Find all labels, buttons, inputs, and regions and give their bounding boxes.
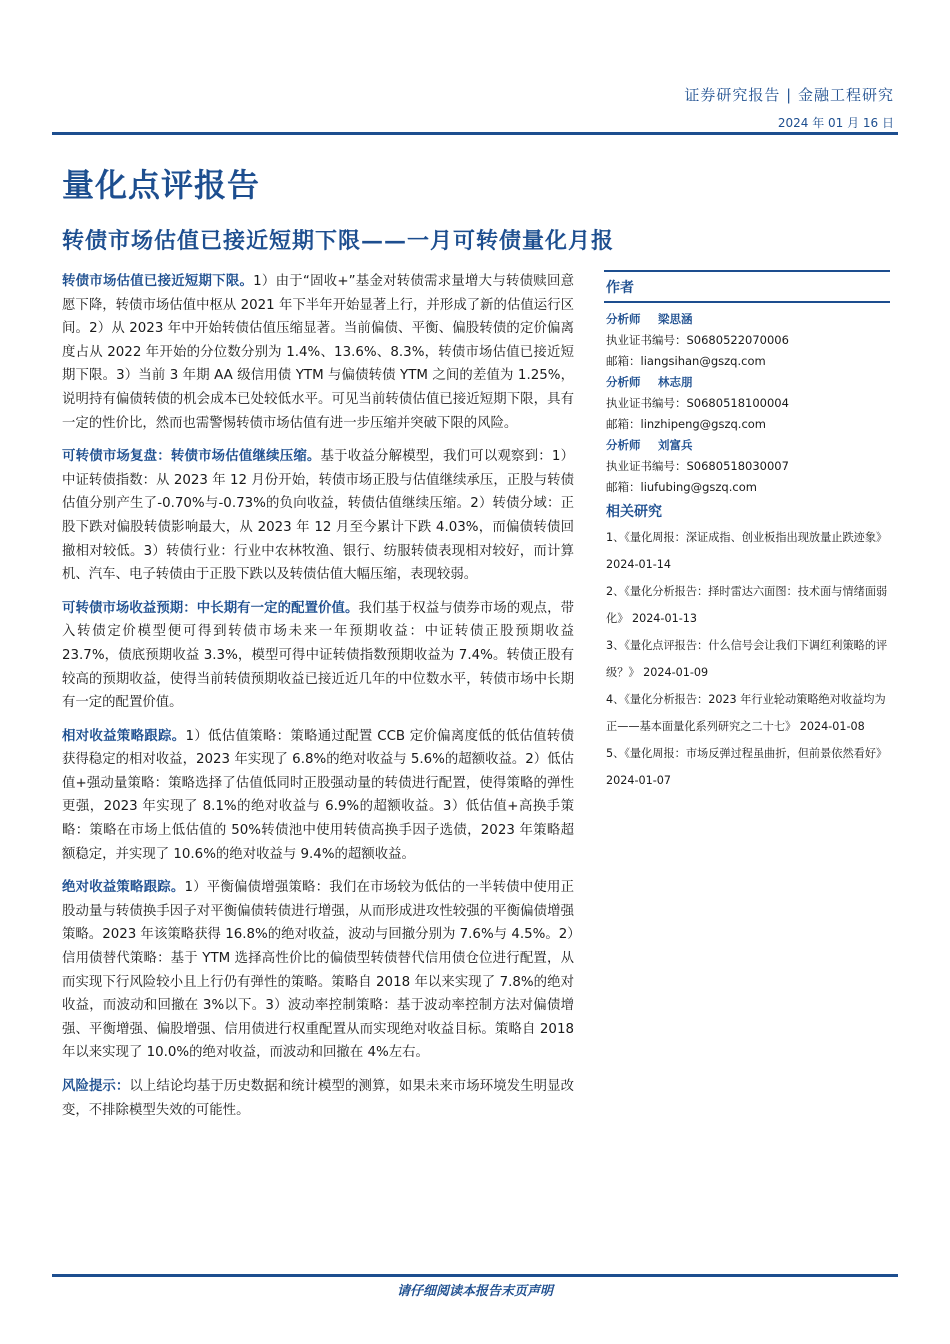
related-item[interactable] [606, 524, 890, 578]
bottom-divider [52, 1274, 898, 1277]
authors-title: 作者 [606, 280, 634, 296]
related-item[interactable] [606, 578, 890, 632]
section-text: 基于收益分解模型，我们可以观察到：1）中证转债指数：从 2023 年 12 月份开始，转债市场正股与估值继续承压，正股与转债估值分别产生了-0.70%与-0.73%的负向收益，转债估值继续压缩。2）转债分域：正股下跌对偏股转债影响最大，从 2023 年 12 月至今累计下跌 4.03%，而偏债转债回撤相对较低。3）转债行业：行业中农林牧渔、银行、纺服转债表现相对较好，而计算机、汽车、电子转债由于正股下跌以及转债估值大幅压缩，表现较弱。 [62, 449, 574, 583]
analyst-card [606, 435, 890, 498]
cert-number: S0680522070006 [686, 333, 789, 347]
related-item-title: 1、《量化周报：深证成指、创业板指出现放量止跌迹象》 [606, 531, 888, 544]
related-item-title: 2、《量化分析报告：择时雷达六面图：技术面与情绪面弱化》 [606, 585, 888, 625]
analyst-name: 刘富兵 [658, 438, 693, 452]
sidebar [606, 270, 890, 794]
related-item-date: 2024-01-13 [631, 612, 697, 625]
section-market-review [62, 445, 574, 587]
related-item[interactable] [606, 632, 890, 686]
related-item[interactable] [606, 686, 890, 740]
email-label: 邮箱： [606, 417, 641, 431]
section-lead: 风险提示： [62, 1079, 130, 1094]
related-item-title: 3、《量化点评报告：什么信号会让我们下调红利策略的评级？》 [606, 639, 888, 679]
section-text: 1）低估值策略：策略通过配置 CCB 定价偏离度低的低估值转债获得稳定的相对收益，2023 年实现了 6.8%的绝对收益与 5.6%的超额收益。2）低估值+强动量策略：策略选择了估值低同时正股强动量的转债进行配置，使得策略的弹性更强，2023 年实现了 8.1%的绝对收益与 6.9%的超额收益。3）低估值+高换手策略：策略在市场上低估值的 50%转债池中使用转债高换手因子选债，2023 年策略超额稳定，并实现了 10.6%的绝对收益与 9.4%的超额收益。 [62, 728, 574, 862]
top-divider [52, 132, 898, 135]
analyst-name: 林志朋 [658, 375, 693, 389]
report-category: 证券研究报告 | 金融工程研究 [684, 86, 894, 104]
cert-label: 执业证书编号： [606, 396, 687, 410]
analyst-name: 梁思涵 [658, 312, 693, 326]
analyst-email[interactable]: liufubing@gszq.com [640, 480, 757, 494]
section-valuation [62, 270, 574, 435]
section-text: 我们基于权益与债券市场的观点，带入转债定价模型便可得到转债市场未来一年预期收益：中证转债正股预期收益 23.7%，债底预期收益 3.3%，模型可得中证转债指数预期收益为 7.4%。转债正股有较高的预期收益，使得当前转债预期收益已接近近几年的中位数水平，转债市场中长期有一定的配置价值。 [62, 600, 574, 711]
related-item-title: 5、《量化周报：市场反弹过程虽曲折，但前景依然看好》 [606, 747, 888, 760]
section-lead: 相对收益策略跟踪。 [62, 728, 186, 744]
section-lead: 可转债市场复盘：转债市场估值继续压缩。 [62, 449, 321, 465]
related-item-date: 2024-01-08 [799, 720, 865, 733]
section-text: 1）由于“固收+”基金对转债需求量增大与转债赎回意愿下降，转债市场估值中枢从 2021 年下半年开始显著上行，并形成了新的估值运行区间。2）从 2023 年中开始转债估值压缩显著。当前偏债、平衡、偏股转债的定价偏离度占从 2022 年开始的分位数分别为 1.4%、13.6%、8.3%，转债市场估值已接近短期下限。3）当前 3 年期 AA 级信用债 YTM 与偏债转债 YTM 之间的差值为 1.25%，说明持有偏债转债的机会成本已处较低水平。可见当前转债估值已接近短期下限，具有一定的性价比，然而也需警惕转债市场估值有进一步压缩并突破下限的风险。 [62, 274, 574, 431]
analyst-role: 分析师 [606, 438, 641, 452]
related-research-list [606, 524, 890, 794]
section-lead: 可转债市场收益预期：中长期有一定的配置价值。 [62, 600, 359, 616]
related-item-date: 2024-01-14 [606, 558, 672, 571]
report-type: 量化点评报告 [62, 166, 261, 204]
section-absolute-strategy [62, 876, 574, 1065]
analyst-email[interactable]: linzhipeng@gszq.com [640, 417, 767, 431]
analyst-role: 分析师 [606, 375, 641, 389]
related-item-date: 2024-01-09 [643, 666, 709, 679]
section-risk [62, 1075, 574, 1122]
related-item-title: 4、《量化分析报告：2023 年行业轮动策略绝对收益均为正——基本面量化系列研究之二十七》 [606, 693, 886, 733]
footer-disclaimer-note: 请仔细阅读本报告末页声明 [396, 1284, 553, 1299]
related-research-title: 相关研究 [606, 504, 662, 520]
cert-number: S0680518100004 [686, 396, 789, 410]
section-lead: 绝对收益策略跟踪。 [62, 880, 185, 896]
email-label: 邮箱： [606, 480, 641, 494]
section-relative-strategy [62, 725, 574, 867]
section-text: 1）平衡偏债增强策略：我们在市场较为低估的一半转债中使用正股动量与转债换手因子对平衡偏债转债进行增强，从而形成进攻性较强的平衡偏债增强策略。2023 年该策略获得 16.8%的绝对收益，波动与回撤分别为 7.6%与 4.5%。2）信用债替代策略：基于 YTM 选择高性价比的偏债型转债替代信用债仓位进行配置，从而实现下行风险较小且上行仍有弹性的策略。策略自 2018 年以来实现了 7.8%的绝对收益，而波动和回撤在 3%以下。3）波动率控制策略：基于波动率控制方法对偏债增强、平衡增强、偏股增强、信用债进行权重配置从而实现绝对收益目标。策略自 2018 年以来实现了 10.0%的绝对收益，而波动和回撤在 4%左右。 [62, 880, 574, 1061]
report-date: 2024 年 01 月 16 日 [777, 116, 894, 130]
summary-body [62, 270, 574, 1132]
related-item-date: 2024-01-07 [606, 774, 672, 787]
analyst-role: 分析师 [606, 312, 641, 326]
section-text: 以上结论均基于历史数据和统计模型的测算，如果未来市场环境发生明显改变，不排除模型失效的可能性。 [62, 1079, 575, 1118]
report-header [684, 84, 894, 131]
analyst-card [606, 372, 890, 435]
cert-number: S0680518030007 [686, 459, 789, 473]
cert-label: 执业证书编号： [606, 459, 687, 473]
sidebar-divider [604, 301, 890, 303]
email-label: 邮箱： [606, 354, 641, 368]
analyst-card [606, 309, 890, 372]
cert-label: 执业证书编号： [606, 333, 687, 347]
section-lead: 转债市场估值已接近短期下限。 [62, 274, 254, 289]
section-return-expectation [62, 597, 574, 715]
related-item[interactable] [606, 740, 890, 794]
report-title: 转债市场估值已接近短期下限——一月可转债量化月报 [62, 228, 615, 254]
analyst-email[interactable]: liangsihan@gszq.com [640, 354, 766, 368]
